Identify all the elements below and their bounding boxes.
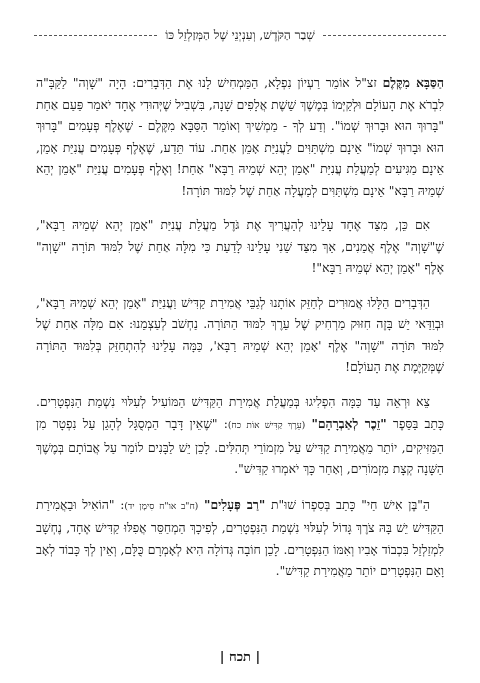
paragraph-5 (36, 494, 444, 583)
header-rule-right (323, 35, 446, 36)
paragraph-4-text-a: צֵא וּרְאֵה עַד כַּמָּה הִפְלִיגוּ בְּמַעֲלַת אֲמִירַת הַקַּדִּישׁ הַמּוֹעִיל לְעִלּוּי נִשְׁמַת הַנִּפְטָרִים. כָּתַב בַּסֵּפֶר (36, 394, 444, 431)
paragraph-2: אִם כֵּן, מִצַּד אֶחָד עָלֵינוּ לְהַעֲרִיךְ אֶת גֹּדֶל מַעֲלַת עֲנִיַּת "אָמֵן יְהֵא שְׁמֵיהּ רַבָּא", שֶׁ"שָׁוְה" אֶלֶף אֲמֵנִים, אַךְ מִצַּד שֵׁנִי עָלֵינוּ לָדַעַת כִּי מִלָּה אַחַת שֶׁל לִמּוּד תּוֹרָה "שָׁוְה" אֶלֶף "אָמֵן יְהֵא שְׁמֵיהּ רַבָּא"! (36, 218, 444, 275)
paragraph-5-text-b: : "הוֹאִיל וּבַאֲמִירַת הַקַּדִּישׁ יֵשׁ בָּהּ צֹרֶךְ גָּדוֹל לְעִלּוּי נִשְׁמַת הַנִּפְטָרִים, לְפִיכָךְ הַמְחַסֵּר אֲפִלּוּ קַדִּישׁ אֶחָד, נֶחְשָׁב לִמְזַלְזֵל בִּכְבוֹד אָבִיו וְאִמּוֹ הַנִּפְטָרִים. לָכֵן חוֹבָה גְּדוֹלָה הִיא לְאָמְרָם כֻּלָּם, וְאֵין לְךָ כָּבוֹד לְאָב וָאֵם הַנִּפְטָרִים יוֹתֵר מֵאֲמִירַת קַדִּישׁ". (36, 497, 444, 578)
paragraph-4 (36, 392, 444, 481)
paragraph-4-book-title: "זֵכֶר לְאַבְרָהָם" (311, 416, 387, 431)
running-header (34, 28, 446, 43)
paragraph-1 (36, 72, 444, 202)
paragraph-5-reference: (ח"ב או"ח סִימָן יד) (124, 501, 199, 512)
paragraph-4-reference: (עֵרֶךְ קַדִּישׁ אוֹת כח) (227, 421, 306, 431)
header-rule-left (34, 35, 157, 36)
paragraph-1-lead: הַסַּבָּא מִקֶּלֶם (382, 75, 444, 90)
paragraph-4-text-b: : "שֶׁאֵין דָּבָר הַמְסֻגָּל לְהָגֵן עַל נִפְטָר מִן הַמַּזִּיקִים, יוֹתֵר מֵאֲמִירַת קַדִּישׁ עַל מִזְמוֹרֵי תְּהִלִּים. לָכֵן יֵשׁ לַבָּנִים לוֹמַר עַל אֲבוֹתָם בְּמֶשֶׁךְ הַשָּׁנָה קְצָת מִזְמוֹרִים, וְאַחַר כָּךְ יֹאמְרוּ קַדִּישׁ". (36, 417, 444, 476)
paragraph-5-text-a: הַ"בֶּן אִישׁ חַי" כָּתַב בְּסִפְרוֹ שׁוּ"ת (265, 497, 430, 512)
paragraph-3: הַדְּבָרִים הַלָּלוּ אֲמוּרִים לְחַזֵּק אוֹתָנוּ לְגַבֵּי אֲמִירַת קַדִּישׁ וַעֲנִיַּת "אָמֵן יְהֵא שְׁמֵיהּ רַבָּא", וּבְוַדַּאי יֵשׁ בָּזֶה חִזּוּק מַרְחִיק שֶׁל עֵרֶךְ לִמּוּד הַתּוֹרָה. נַחְשֹׁב לְעַצְמֵנוּ: אִם מִלָּה אַחַת שֶׁל לִמּוּד תּוֹרָה "שָׁוְה" אֶלֶף 'אָמֵן יְהֵא שְׁמֵיהּ רַבָּא', כַּמָּה עָלֵינוּ לְהִתְחַזֵּק בְּלִמּוּד הַתּוֹרָה שֶׁמְּקַיֶּמֶת אֶת הָעוֹלָם! (36, 295, 444, 374)
paragraph-1-text: זצ"ל אוֹמֵר רַעְיוֹן נִפְלָא, הַמַּמְחִישׁ לָנוּ אֶת הַדְּבָרִים: הָיָה "שָׁוְה" לַקַּבָּ"ה לִבְרֹא אֶת הָעוֹלָם וּלְקַיְּמוֹ בְּמֶשֶׁךְ שֵׁשֶׁת אֲלָפִים שָׁנָה, בִּשְׁבִיל שֶׁיְּהוּדִי אֶחָד יֹאמַר פַּעַם אַחַת "בָּרוּךְ הוּא וּבָרוּךְ שְׁמוֹ". וְדַע לְךָ - מַמְשִׁיךְ וְאוֹמֵר הַסַּבָּא מִקֶּלֶם - שֶׁאֶלֶף פְּעָמִים "בָּרוּךְ הוּא וּבָרוּךְ שְׁמוֹ" אֵינָם מִשְׁתַּוִּים לַעֲנִיַּת אָמֵן אַחַת. עוֹד תֵּדַע, שֶׁאֶלֶף פְּעָמִים עֲנִיַּת אָמֵן, אֵינָם מַגִּיעִים לְמַעֲלַת עֲנִיַּת "אָמֵן יְהֵא שְׁמֵיהּ רַבָּא" אַחַת! וְאֶלֶף פְּעָמִים עֲנִיַּת "אָמֵן יְהֵא שְׁמֵיהּ רַבָּא" אֵינָם מִשְׁתַּוִּים לְמַעֲלָה אַחַת שֶׁל לִמּוּד תּוֹרָה! (36, 76, 444, 198)
paragraph-5-book-title: "רַב פְּעָלִים" (204, 496, 266, 512)
header-title: שְׁבַר הַקֹּדֶשׁ, וְעִנְיְנֵי שֶׁל הַמְּזַלְזֵל כּוֹ (165, 28, 315, 42)
body-text (36, 72, 444, 596)
page-number: | תכח | (219, 650, 261, 665)
